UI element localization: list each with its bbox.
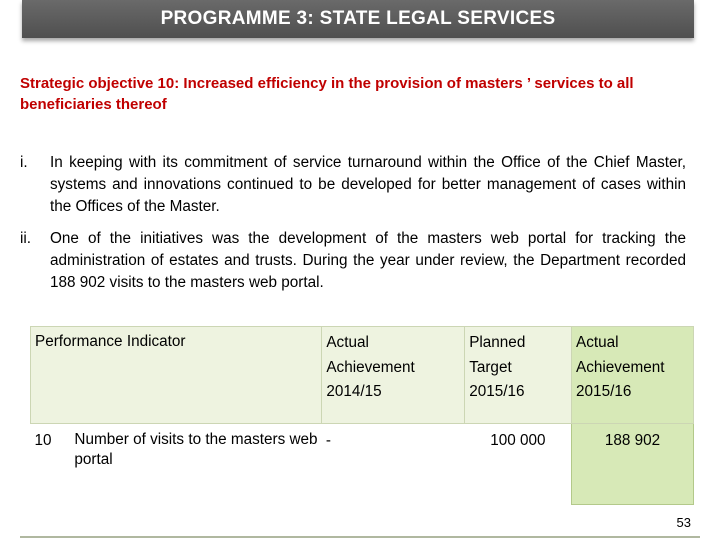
header-planned-target: Planned Target 2015/16 xyxy=(465,327,572,424)
list-item-text: In keeping with its commitment of service turnaround within the Office of the Chief Master, systems and innovations continued to be developed for better management of cases within the Offices of the Master. xyxy=(50,154,686,215)
page-number: 53 xyxy=(676,515,691,530)
performance-table xyxy=(30,326,694,505)
page-title: PROGRAMME 3: STATE LEGAL SERVICES xyxy=(160,8,556,29)
list-item xyxy=(20,152,686,218)
table-row xyxy=(31,424,694,505)
row-actual-2014-15: - xyxy=(325,432,331,449)
header-actual-2015-16: Actual Achievement 2015/16 xyxy=(572,327,694,424)
header-actual-2014-15: Actual Achievement 2014/15 xyxy=(322,327,465,424)
list-item xyxy=(20,228,686,294)
row-number: 10 xyxy=(34,432,52,449)
table-header-row xyxy=(31,327,694,424)
title-bar xyxy=(22,0,694,38)
header-performance-indicator: Performance Indicator xyxy=(31,327,322,424)
row-planned-target: 100 000 xyxy=(490,432,546,449)
strategic-objective: Strategic objective 10: Increased efficiency in the provision of masters ’ services to all beneficiaries thereof xyxy=(20,75,634,113)
row-indicator: Number of visits to the masters web portal xyxy=(74,431,318,468)
footer-divider xyxy=(20,536,700,538)
row-actual-2015-16: 188 902 xyxy=(572,424,694,505)
list-item-text: One of the initiatives was the development of the masters web portal for tracking the administration of estates and trusts. During the year under review, the Department recorded 188 902 visits to the masters web portal. xyxy=(50,230,686,291)
list-item-number: i. xyxy=(20,154,28,171)
list-item-number: ii. xyxy=(20,230,32,247)
